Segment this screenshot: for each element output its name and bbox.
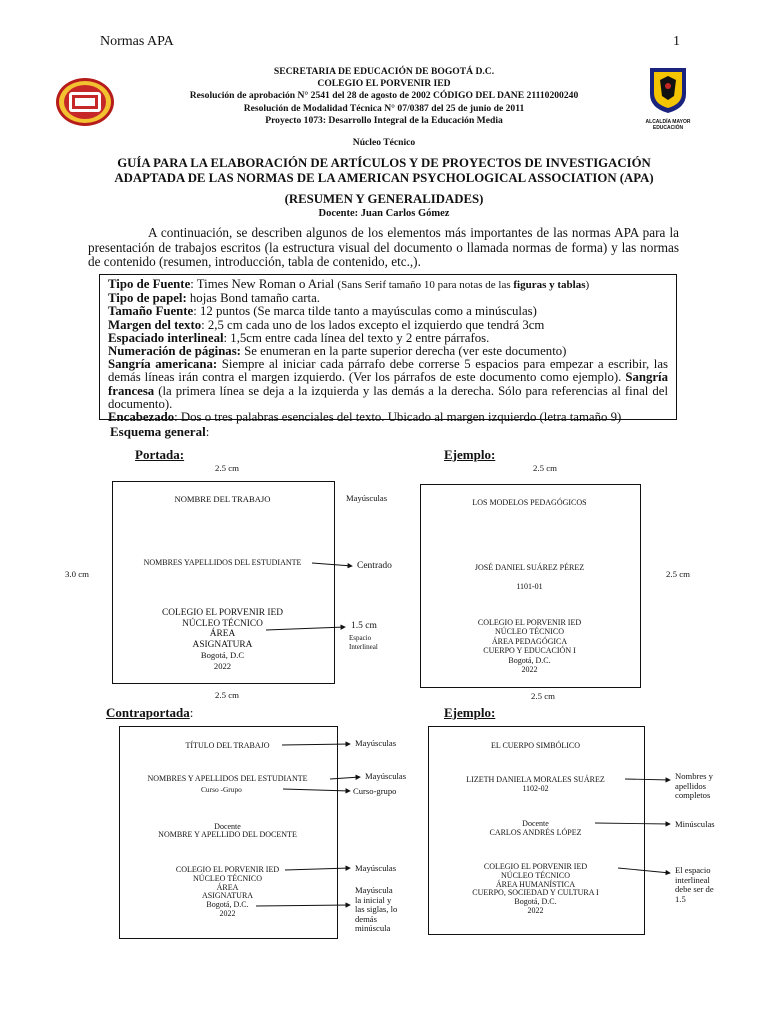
contra-example-course: 1102-02 [522,784,549,793]
contraportada-example-heading: Ejemplo: [444,705,496,720]
contra-example-teacher: CARLOS ANDRÉS LÓPEZ [489,828,582,837]
contra-example-teacher-label: Docente [522,819,549,828]
title-line-1: GUÍA PARA LA ELABORACIÓN DE ARTÍCULOS Y DE PROYECTOS DE INVESTIGACIÓN [117,156,651,170]
example-school-line: 2022 [521,665,538,675]
rule-pages: Numeración de páginas: Se enumeran en la parte superior derecha (ver este documento) [108,344,567,359]
contra-course: Curso -Grupo [201,785,242,794]
document-subtitle: (RESUMEN Y GENERALIDADES) [284,192,484,206]
title-line-2: ADAPTADA DE LAS NORMAS DE LA AMERICAN PSYCHOLOGICAL ASSOCIATION (APA) [114,171,654,185]
portada-example-heading: Ejemplo: [444,447,496,462]
portada-school-line: ÁREA [209,629,236,639]
example-top-margin: 2.5 cm [533,463,557,473]
contra-student: NOMBRES Y APELLIDOS DEL ESTUDIANTE [147,774,308,783]
arrow-contra-course [283,789,350,791]
running-header: Normas APA [100,34,174,49]
portada-spacing-note-3: Interlineal [349,643,378,651]
institution-line: Resolución de Modalidad Técnica N° 07/0387 del 25 de junio de 2011 [243,102,525,114]
portada-year: 2022 [213,660,232,671]
rule-indent: Sangría americana: Siempre al iniciar cada párrafo debe correrse 5 espacios para empezar a escribir, las demás líneas irán contra el margen izquierdo. (Ver los párrafos de este documento como ejemplo). Sangría francesa (la primera línea se deja a la izquierda y las demás a la derecha. Sólo para referencias al final del documento). [108,357,668,411]
institution-line: SECRETARIA DE EDUCACIÓN DE BOGOTÁ D.C. [273,66,495,77]
arrow-contra-city [256,905,350,906]
rule-size: Tamaño Fuente: 12 puntos (Se marca tilde tanto a mayúsculas como a minúsculas) [108,304,537,319]
example-student: JOSÉ DANIEL SUÁREZ PÉREZ [474,563,585,572]
contra-example-names-note: Nombres y apellidos completos [675,771,713,801]
scheme-heading: Esquema general: [110,424,210,439]
portada-bottom-margin: 2.5 cm [215,690,239,700]
contra-teacher-label: Docente [214,822,241,831]
district-logo-caption: ALCALDÍA MAYOR [645,119,691,125]
portada-spacing-note: 1.5 cm [351,621,377,631]
rule-heading: Encabezado: Dos o tres palabras esenciales del texto. Ubicado al margen izquierdo (letra tamaño 9) [108,410,622,425]
contra-example-student: LIZETH DANIELA MORALES SUÁREZ [466,775,605,784]
example-school-line: Bogotá, D.C. [508,655,551,665]
rule-margin: Margen del texto: 2,5 cm cada uno de los lados excepto el izquierdo que tendrá 3cm [108,317,545,332]
contra-school-line: NÚCLEO TÉCNICO [193,873,262,883]
portada-student-note: Centrado [357,561,392,571]
arrow-contra-title [282,744,350,745]
portada-student: NOMBRES YAPELLIDOS DEL ESTUDIANTE [143,558,302,567]
intro-text: A continuación, se describen algunos de los elementos más importantes de las normas APA para la presentación de trabajos escritos (la estructura visual del documento o llamada normas de forma) y las normas de contenido (resumen, introducción, tabla de contenido, etc.,). [88,225,679,270]
portada-name: NOMBRE DEL TRABAJO [174,494,271,504]
document-author: Docente: Juan Carlos Gómez [318,208,450,219]
contra-school-line: COLEGIO EL PORVENIR IED [175,865,280,874]
institution-line: Resolución de aprobación N° 2541 del 28 de agosto de 2002 CÓDIGO DEL DANE 21110200240 [189,90,579,102]
contra-school-note: Mayúsculas [355,863,397,873]
page-number: 1 [673,34,680,49]
contra-example-school-line: Bogotá, D.C. [514,897,557,907]
rule-spacing: Espaciado interlineal: 1,5cm entre cada línea del texto y 2 entre párrafos. [108,330,490,345]
portada-city: Bogotá, D.C [200,650,245,660]
arrow-example-lower [595,823,670,824]
contra-example-school-line: CUERPO, SOCIEDAD Y CULTURA I [472,888,599,898]
contra-course-note: Curso-grupo [353,786,397,796]
portada-top-margin: 2.5 cm [215,463,239,473]
contra-title-note: Mayúsculas [355,738,397,748]
arrow-centrado [312,563,352,566]
rule-paper: Tipo de papel: hojas Bond tamaño carta. [108,291,320,306]
institution-line: COLEGIO EL PORVENIR IED [317,78,451,90]
example-school-line: NÚCLEO TÉCNICO [495,627,564,637]
example-title: LOS MODELOS PEDAGÓGICOS [472,498,587,507]
contraportada-heading: Contraportada: [106,705,194,720]
example-school-line: ÁREA PEDAGÓGICA [491,636,568,646]
contra-school-line: ASIGNATURA [201,891,254,901]
contra-title: TÍTULO DEL TRABAJO [185,741,270,750]
example-bottom-margin: 2.5 cm [531,691,555,701]
arrow-example-names [625,779,670,780]
contra-example-school-line: NÚCLEO TÉCNICO [501,870,570,880]
portada-school-line: COLEGIO EL PORVENIR IED [161,608,284,618]
example-school-line: CUERPO Y EDUCACIÓN I [483,646,576,656]
contra-student-note: Mayúsculas [365,771,407,781]
institution-line: Proyecto 1073: Desarrollo Integral de la Educación Media [265,114,503,126]
district-logo-caption-2: EDUCACIÓN [652,125,684,131]
contra-example-title: EL CUERPO SIMBÓLICO [490,741,581,750]
contra-example-school-line: 2022 [527,905,544,915]
example-school-line: COLEGIO EL PORVENIR IED [477,618,582,627]
contra-example-school-line: ÁREA HUMANÍSTICA [495,879,576,889]
arrow-contra-school [285,868,350,870]
arrow-example-spacing [618,868,670,873]
contra-school-line: Bogotá, D.C. [206,900,249,910]
contra-school-line: 2022 [219,908,236,918]
example-right-margin: 2.5 cm [666,569,690,579]
portada-school-line: NÚCLEO TÉCNICO [182,618,263,629]
contra-example-lower-note: Minúsculas [675,819,715,829]
contra-caps-note: Mayúscula la inicial y las siglas, lo demás minúscula [355,885,398,934]
contra-example-spacing-note: El espacio interlineal debe ser de 1.5 [675,865,714,904]
contra-school-line: ÁREA [216,882,239,892]
portada-name-note: Mayúsculas [346,493,388,503]
contra-teacher: NOMBRE Y APELLIDO DEL DOCENTE [158,830,297,839]
arrow-contra-student [330,777,360,779]
portada-spacing-note-2: Espacio [349,634,372,642]
example-course: 1101-01 [516,582,543,591]
portada-heading: Portada: [135,447,185,462]
nucleo-label: Núcleo Técnico [352,137,416,149]
portada-left-margin: 3.0 cm [65,569,89,579]
rule-font: Tipo de Fuente: Times New Roman o Arial (Sans Serif tamaño 10 para notas de las figuras y tablas) [108,277,590,291]
portada-school-line: ASIGNATURA [192,639,253,650]
contra-example-school-line: COLEGIO EL PORVENIR IED [483,862,588,871]
arrow-spacing [266,627,345,630]
